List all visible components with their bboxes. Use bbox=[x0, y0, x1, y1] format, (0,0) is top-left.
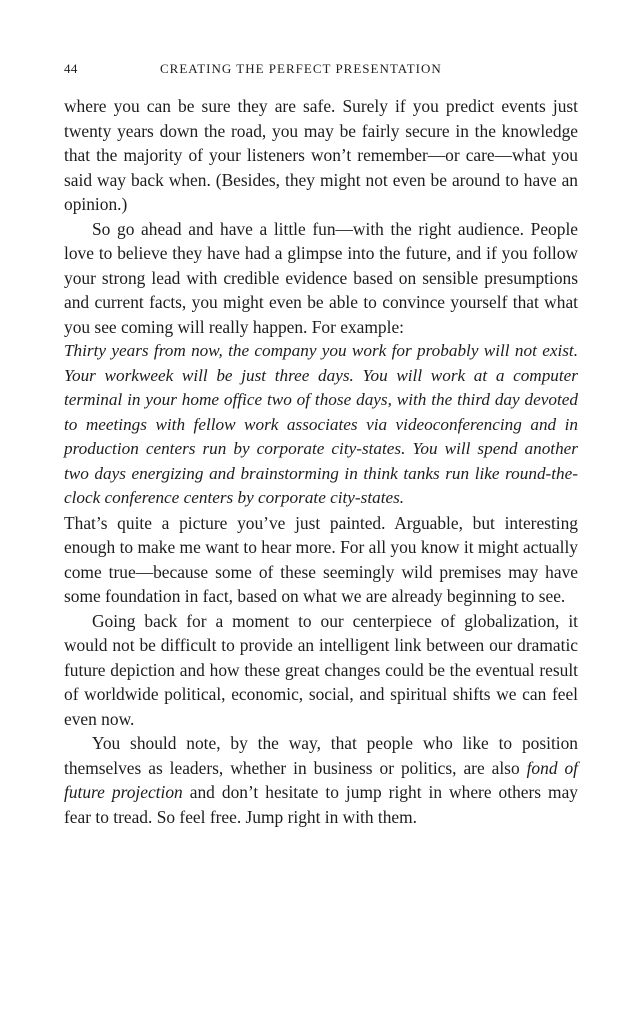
page-number: 44 bbox=[64, 61, 78, 76]
paragraph-5-text-b: and don’t hesitate to jump right in where others may fear to tread. So feel free. Jump right in with them. bbox=[64, 782, 578, 827]
paragraph-4: Going back for a moment to our centerpiece of globalization, it would not be difficult to provide an intelligent link between our dramatic future depiction and how these great changes could be the eventual result of worldwide political, economic, social, and spiritual shifts we can feel even now. bbox=[64, 610, 578, 729]
paragraph-1: where you can be sure they are safe. Surely if you predict events just twenty years down the road, you may be fairly secure in the knowledge that the majority of your listeners won’t remember—or care—what you said way back when. (Besides, they might not even be around to have an opinion.) bbox=[64, 96, 578, 214]
paragraph-2: So go ahead and have a little fun—with the right audience. People love to believe they have had a glimpse into the future, and if you follow your strong lead with credible evidence based on sensible presumptions and current facts, you might even be able to convince yourself that what you see coming will really happen. For example: bbox=[64, 218, 578, 337]
body-text bbox=[64, 94, 578, 829]
running-title: CREATING THE PERFECT PRESENTATION bbox=[160, 61, 442, 76]
block-quote: Thirty years from now, the company you work for probably will not exist. Your workweek will be just three days. You will work at a computer terminal in your home office two of those days, with the third day devoted to meetings with fellow work associates via videoconferencing and in production centers run by corporate city-states. You will spend another two days energizing and brainstorming in think tanks run like round-the-clock conference centers by corporate city-states. bbox=[64, 341, 578, 507]
paragraph-5-text-a: You should note, by the way, that people who like to position themselves as leaders, whether in business or politics, are also bbox=[64, 733, 578, 778]
paragraph-5-emphasis: fond of future projection bbox=[64, 757, 578, 802]
paragraph-3: That’s quite a picture you’ve just painted. Arguable, but interesting enough to make me want to hear more. For all you know it might actually come true—because some of these seemingly wild premises may have some foundation in fact, based on what we are already beginning to see. bbox=[64, 512, 578, 606]
page-header bbox=[64, 61, 584, 81]
paragraph-5 bbox=[64, 731, 578, 829]
